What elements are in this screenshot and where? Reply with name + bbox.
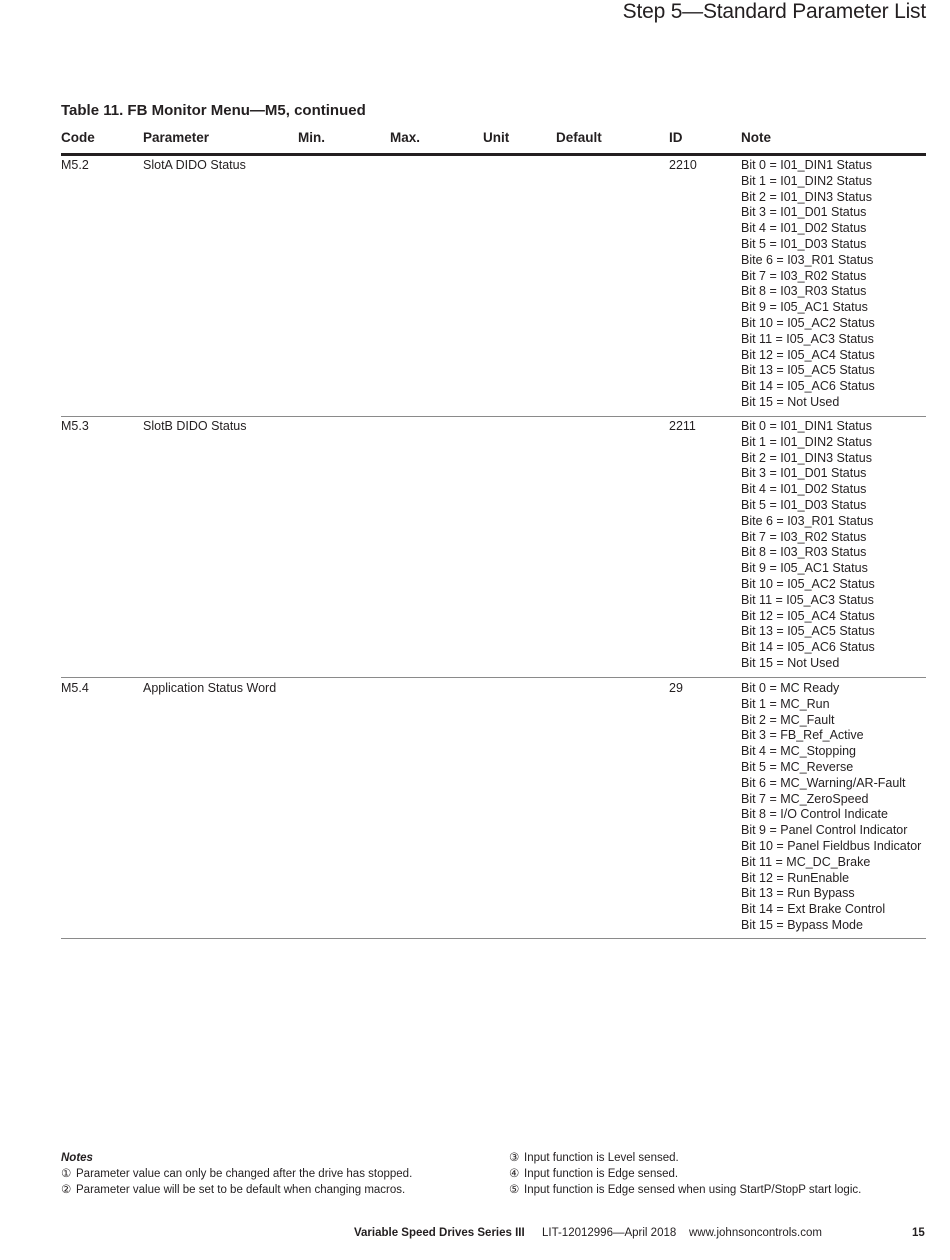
footnote-marker: ⑤: [509, 1184, 520, 1196]
footnote-text: Input function is Edge sensed.: [524, 1168, 679, 1180]
note-bit-line: Bit 12 = I05_AC4 Status: [741, 608, 875, 623]
note-bit-line: Bit 14 = Ext Brake Control: [741, 902, 886, 917]
note-bit-line: Bit 8 = I03_R03 Status: [741, 284, 867, 299]
footnote: [509, 1166, 861, 1182]
row-divider: [61, 677, 926, 678]
note-bit-line: Bit 11 = I05_AC3 Status: [741, 331, 874, 346]
row-divider: [61, 416, 926, 417]
table-caption: Table 11. FB Monitor Menu—M5, continued: [61, 102, 366, 119]
footnote-marker: ③: [509, 1152, 520, 1164]
note-bit-line: Bit 15 = Not Used: [741, 655, 840, 670]
note-bit-line: Bit 7 = I03_R02 Status: [741, 268, 867, 283]
column-header-parameter: Parameter: [143, 130, 210, 145]
footnote: [61, 1182, 412, 1198]
note-bit-line: Bit 10 = I05_AC2 Status: [741, 576, 875, 591]
note-bit-line: Bit 2 = MC_Fault: [741, 712, 835, 727]
note-bit-line: Bit 14 = I05_AC6 Status: [741, 640, 875, 655]
page-number: 15: [912, 1227, 925, 1239]
note-bit-line: Bit 8 = I03_R03 Status: [741, 545, 867, 560]
note-bit-line: Bit 3 = I01_D01 Status: [741, 205, 867, 220]
notes-left-column: [61, 1150, 412, 1198]
note-bit-line: Bit 4 = MC_Stopping: [741, 744, 856, 759]
note-bit-line: Bit 9 = I05_AC1 Status: [741, 561, 868, 576]
note-bit-line: Bit 8 = I/O Control Indicate: [741, 807, 888, 822]
column-header-min: Min.: [298, 130, 325, 145]
footnote: [61, 1166, 412, 1182]
note-bit-line: Bit 12 = I05_AC4 Status: [741, 347, 875, 362]
note-bit-list: [741, 419, 875, 672]
note-bit-line: Bit 2 = I01_DIN3 Status: [741, 450, 872, 465]
cell-note: [741, 158, 875, 411]
note-bit-line: Bit 7 = MC_ZeroSpeed: [741, 791, 869, 806]
note-bit-line: Bit 0 = I01_DIN1 Status: [741, 419, 872, 433]
column-header-unit: Unit: [483, 130, 510, 145]
row-divider: [61, 938, 926, 939]
note-bit-line: Bit 3 = I01_D01 Status: [741, 466, 867, 481]
note-bit-line: Bit 3 = FB_Ref_Active: [741, 728, 864, 743]
footnote-marker: ④: [509, 1168, 520, 1180]
note-bit-line: Bit 9 = I05_AC1 Status: [741, 300, 868, 315]
note-bit-line: Bit 4 = I01_D02 Status: [741, 221, 867, 236]
note-bit-line: Bit 7 = I03_R02 Status: [741, 529, 867, 544]
note-bit-list: [741, 158, 875, 411]
column-header-max: Max.: [390, 130, 421, 145]
cell-id: 2211: [669, 419, 696, 433]
note-bit-line: Bit 13 = I05_AC5 Status: [741, 363, 875, 378]
column-header-code: Code: [61, 130, 95, 145]
table-header-rule: [61, 153, 926, 156]
cell-code: M5.4: [61, 681, 89, 695]
note-bit-line: Bit 11 = MC_DC_Brake: [741, 854, 871, 869]
note-bit-line: Bit 13 = Run Bypass: [741, 886, 855, 901]
footnote-marker: ①: [61, 1168, 72, 1180]
note-bit-line: Bit 1 = MC_Run: [741, 696, 830, 711]
note-bit-line: Bit 5 = I01_D03 Status: [741, 497, 867, 512]
note-bit-line: Bit 10 = Panel Fieldbus Indicator: [741, 838, 922, 853]
note-bit-line: Bite 6 = I03_R01 Status: [741, 252, 874, 267]
note-bit-line: Bit 4 = I01_D02 Status: [741, 482, 867, 497]
footnote: [509, 1150, 861, 1166]
page-header-title: Step 5—Standard Parameter List: [622, 0, 926, 23]
cell-note: [741, 681, 921, 934]
note-bit-line: Bit 10 = I05_AC2 Status: [741, 315, 875, 330]
note-bit-line: Bit 6 = MC_Warning/AR-Fault: [741, 775, 906, 790]
note-bit-line: Bite 6 = I03_R01 Status: [741, 513, 874, 528]
note-bit-line: Bit 5 = I01_D03 Status: [741, 236, 867, 251]
note-bit-line: Bit 0 = MC Ready: [741, 681, 840, 695]
footer-series: Variable Speed Drives Series III: [354, 1227, 525, 1239]
footnote-text: Parameter value will be set to be default when changing macros.: [76, 1184, 406, 1196]
note-bit-line: Bit 12 = RunEnable: [741, 870, 850, 885]
notes-heading: Notes: [61, 1152, 93, 1164]
column-header-id: ID: [669, 130, 683, 145]
cell-code: M5.3: [61, 419, 89, 433]
note-bit-line: Bit 2 = I01_DIN3 Status: [741, 189, 872, 204]
cell-parameter: SlotB DIDO Status: [143, 419, 247, 433]
notes-right-column: [509, 1150, 861, 1198]
cell-code: M5.2: [61, 158, 89, 172]
footnote-text: Parameter value can only be changed after the drive has stopped.: [76, 1168, 413, 1180]
note-bit-list: [741, 681, 921, 934]
column-header-note: Note: [741, 130, 771, 145]
footer-website: www.johnsoncontrols.com: [689, 1227, 822, 1239]
footnote-marker: ②: [61, 1184, 72, 1196]
note-bit-line: Bit 14 = I05_AC6 Status: [741, 379, 875, 394]
note-bit-line: Bit 15 = Not Used: [741, 394, 840, 409]
cell-parameter: Application Status Word: [143, 681, 277, 695]
column-header-default: Default: [556, 130, 602, 145]
note-bit-line: Bit 0 = I01_DIN1 Status: [741, 158, 872, 172]
note-bit-line: Bit 5 = MC_Reverse: [741, 759, 854, 774]
note-bit-line: Bit 9 = Panel Control Indicator: [741, 823, 908, 838]
note-bit-line: Bit 11 = I05_AC3 Status: [741, 592, 874, 607]
note-bit-line: Bit 13 = I05_AC5 Status: [741, 624, 875, 639]
footnote-text: Input function is Level sensed.: [524, 1152, 679, 1164]
cell-note: [741, 419, 875, 672]
footnote-text: Input function is Edge sensed when using StartP/StopP start logic.: [524, 1184, 862, 1196]
note-bit-line: Bit 1 = I01_DIN2 Status: [741, 434, 872, 449]
note-bit-line: Bit 15 = Bypass Mode: [741, 917, 863, 932]
note-bit-line: Bit 1 = I01_DIN2 Status: [741, 173, 872, 188]
cell-id: 2210: [669, 158, 697, 172]
cell-id: 29: [669, 681, 683, 695]
footnote: [509, 1182, 861, 1198]
cell-parameter: SlotA DIDO Status: [143, 158, 246, 172]
footer-doc-number: LIT-12012996—April 2018: [542, 1227, 677, 1239]
